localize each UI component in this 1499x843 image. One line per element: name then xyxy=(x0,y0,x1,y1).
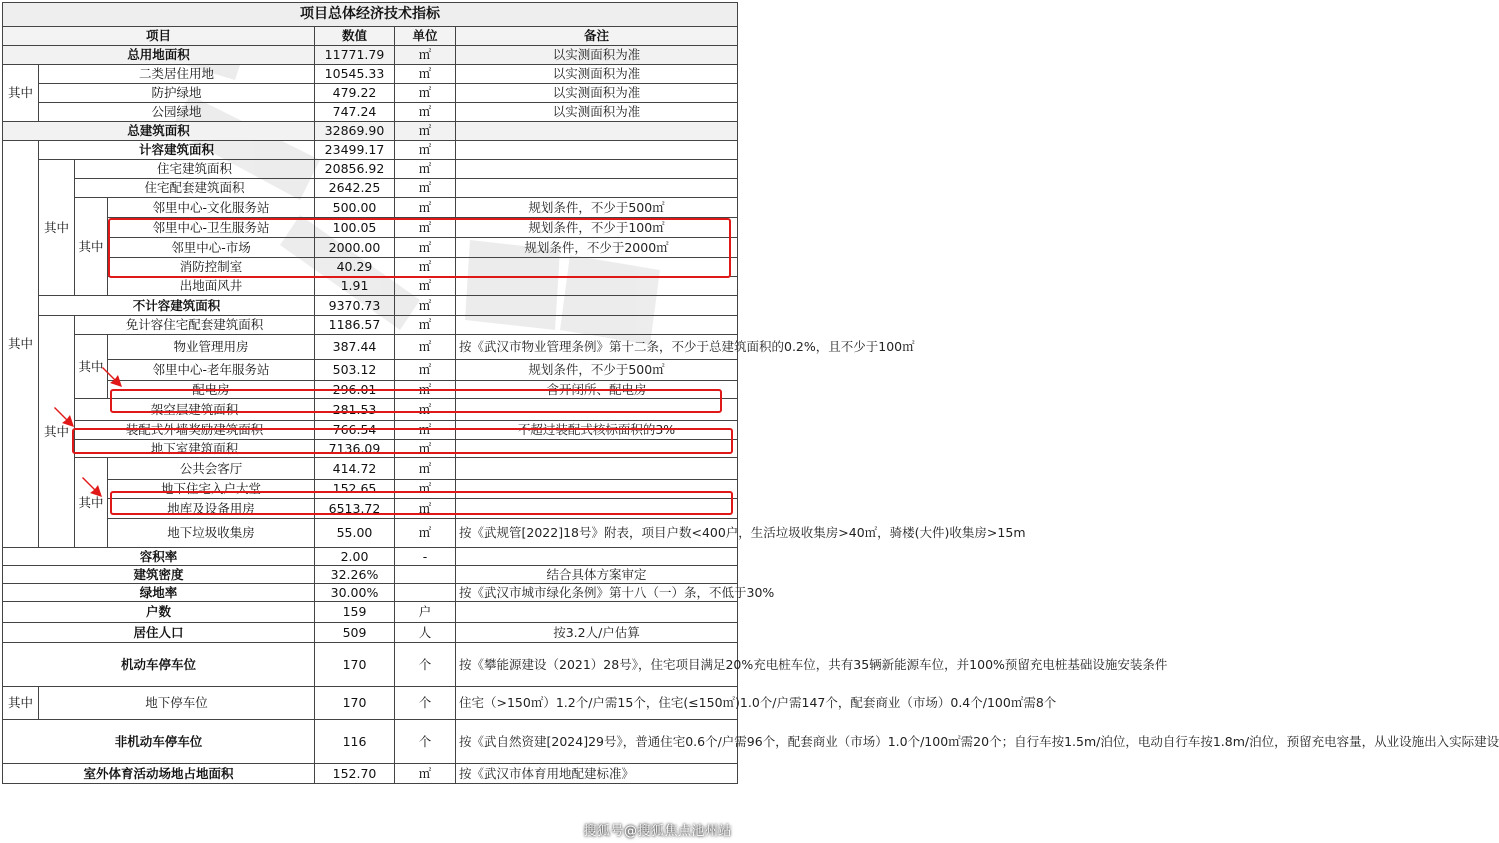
row-name: 计容建筑面积 xyxy=(39,141,315,160)
row-name: 地下住宅入户大堂 xyxy=(108,480,315,499)
row-note: 按《武自然资建[2024]29号》，普通住宅0.6个/户需96个，配套商业（市场）1.0个/100㎡需20个；自行车按1.5m/泊位，电动自行车按1.8m/泊位，预留充电容量，从业设施出入实际建设 xyxy=(456,720,738,764)
row-name: 消防控制室 xyxy=(108,258,315,277)
row-unit: ㎡ xyxy=(395,480,456,499)
row-value: 281.53 xyxy=(315,399,395,421)
row-value: 766.54 xyxy=(315,421,395,440)
row-name: 居住人口 xyxy=(3,623,315,643)
row-unit: 个 xyxy=(395,643,456,687)
group-label: 其中 xyxy=(39,160,75,296)
highlight-box-neighborhood-center xyxy=(108,218,731,278)
row-note: 按3.2人/户估算 xyxy=(456,623,738,643)
row-note xyxy=(456,141,738,160)
row-note: 按《武规管[2022]18号》附表，项目户数<400户，生活垃圾收集房>40㎡，骑楼(大件)收集房>15m xyxy=(456,519,738,548)
row-unit: ㎡ xyxy=(395,122,456,141)
highlight-box-public-lounge xyxy=(110,491,733,515)
row-value: 747.24 xyxy=(315,103,395,122)
row-name: 机动车停车位 xyxy=(3,643,315,687)
row-value: 6513.72 xyxy=(315,499,395,519)
row-name: 住宅建筑面积 xyxy=(75,160,315,179)
header-item: 项目 xyxy=(3,27,315,46)
row-note xyxy=(456,316,738,335)
row-note xyxy=(456,602,738,623)
row-value: 1.91 xyxy=(315,277,395,296)
row-note: 规划条件，不少于100㎡ xyxy=(456,218,738,238)
row-value: 2.00 xyxy=(315,548,395,566)
row-note xyxy=(456,179,738,198)
row-unit: ㎡ xyxy=(395,381,456,399)
row-note xyxy=(456,160,738,179)
group-label: 其中 xyxy=(39,316,75,548)
row-value: 170 xyxy=(315,643,395,687)
table-title: 项目总体经济技术指标 xyxy=(3,3,738,27)
row-name: 地下停车位 xyxy=(39,687,315,720)
row-unit: ㎡ xyxy=(395,141,456,160)
red-arrow-icon xyxy=(80,474,106,500)
row-value: 116 xyxy=(315,720,395,764)
row-note: 结合具体方案审定 xyxy=(456,566,738,584)
row-name: 邻里中心-老年服务站 xyxy=(108,360,315,381)
row-unit: 个 xyxy=(395,720,456,764)
row-value: 20856.92 xyxy=(315,160,395,179)
row-note: 住宅（>150㎡）1.2个/户需15个，住宅(≤150㎡)1.0个/户需147个，配套商业（市场）0.4个/100㎡需8个 xyxy=(456,687,738,720)
row-unit: ㎡ xyxy=(395,440,456,458)
row-value: 40.29 xyxy=(315,258,395,277)
row-unit: 户 xyxy=(395,602,456,623)
row-value: 500.00 xyxy=(315,198,395,218)
row-unit: ㎡ xyxy=(395,499,456,519)
row-note xyxy=(456,296,738,316)
row-unit: 人 xyxy=(395,623,456,643)
row-name: 邻里中心-文化服务站 xyxy=(108,198,315,218)
row-note: 以实测面积为准 xyxy=(456,103,738,122)
row-note: 按《武汉市体育用地配建标准》 xyxy=(456,764,738,784)
row-name: 室外体育活动场地占地面积 xyxy=(3,764,315,784)
row-value: 1186.57 xyxy=(315,316,395,335)
row-note: 按《武汉市城市绿化条例》第十八（一）条，不低于30% xyxy=(456,584,738,602)
row-note xyxy=(456,458,738,480)
row-name: 配电房 xyxy=(108,381,315,399)
row-note: 规划条件，不少于2000㎡ xyxy=(456,238,738,258)
row-note: 含开闭所、配电房 xyxy=(456,381,738,399)
header-unit: 单位 xyxy=(395,27,456,46)
row-unit: ㎡ xyxy=(395,421,456,440)
watermark-text: 搜狐号@搜狐焦点池州站 xyxy=(583,824,732,839)
row-note: 按《攀能源建设（2021）28号》，住宅项目满足20%充电桩车位，共有35辆新能源车位，并100%预留充电桩基础设施安装条件 xyxy=(456,643,738,687)
row-value: 32.26% xyxy=(315,566,395,584)
row-name: 地库及设备用房 xyxy=(108,499,315,519)
row-unit: ㎡ xyxy=(395,160,456,179)
row-value: 503.12 xyxy=(315,360,395,381)
row-value: 23499.17 xyxy=(315,141,395,160)
row-name: 住宅配套建筑面积 xyxy=(75,179,315,198)
row-unit: ㎡ xyxy=(395,360,456,381)
row-value: 30.00% xyxy=(315,584,395,602)
row-unit: ㎡ xyxy=(395,198,456,218)
red-arrow-icon xyxy=(100,364,126,390)
row-name: 建筑密度 xyxy=(3,566,315,584)
row-unit: ㎡ xyxy=(395,764,456,784)
row-unit: ㎡ xyxy=(395,218,456,238)
row-name: 户数 xyxy=(3,602,315,623)
row-name: 二类居住用地 xyxy=(39,65,315,84)
row-unit: ㎡ xyxy=(395,335,456,360)
red-arrow-icon xyxy=(52,404,78,430)
row-note xyxy=(456,122,738,141)
row-name: 出地面风井 xyxy=(108,277,315,296)
row-unit: ㎡ xyxy=(395,65,456,84)
row-name: 邻里中心-市场 xyxy=(108,238,315,258)
row-name: 总用地面积 xyxy=(3,46,315,65)
highlight-box-stilt-floor xyxy=(72,428,733,454)
row-value: 387.44 xyxy=(315,335,395,360)
row-unit: ㎡ xyxy=(395,519,456,548)
highlight-box-elderly-service xyxy=(110,389,722,413)
row-note: 不超过装配式核标面积的3% xyxy=(456,421,738,440)
row-name: 物业管理用房 xyxy=(108,335,315,360)
row-unit: ㎡ xyxy=(395,46,456,65)
row-value: 9370.73 xyxy=(315,296,395,316)
row-unit: ㎡ xyxy=(395,277,456,296)
row-unit: - xyxy=(395,548,456,566)
row-value: 159 xyxy=(315,602,395,623)
row-value: 509 xyxy=(315,623,395,643)
row-unit xyxy=(395,566,456,584)
row-value: 32869.90 xyxy=(315,122,395,141)
row-name: 公园绿地 xyxy=(39,103,315,122)
row-name: 地下室建筑面积 xyxy=(75,440,315,458)
row-unit: ㎡ xyxy=(395,399,456,421)
row-name: 绿地率 xyxy=(3,584,315,602)
row-unit: 个 xyxy=(395,687,456,720)
row-note xyxy=(456,277,738,296)
row-value: 296.01 xyxy=(315,381,395,399)
row-value: 100.05 xyxy=(315,218,395,238)
row-value: 11771.79 xyxy=(315,46,395,65)
row-name: 邻里中心-卫生服务站 xyxy=(108,218,315,238)
row-unit: ㎡ xyxy=(395,103,456,122)
row-note: 以实测面积为准 xyxy=(456,46,738,65)
row-name: 不计容建筑面积 xyxy=(39,296,315,316)
row-name: 非机动车停车位 xyxy=(3,720,315,764)
row-name: 架空层建筑面积 xyxy=(75,399,315,421)
row-name: 防护绿地 xyxy=(39,84,315,103)
row-note: 以实测面积为准 xyxy=(456,84,738,103)
group-label: 其中 xyxy=(3,141,39,548)
row-unit: ㎡ xyxy=(395,316,456,335)
group-label: 其中 xyxy=(75,335,108,399)
row-unit: ㎡ xyxy=(395,296,456,316)
row-unit: ㎡ xyxy=(395,258,456,277)
header-value: 数值 xyxy=(315,27,395,46)
group-label: 其中 xyxy=(3,65,39,122)
row-value: 479.22 xyxy=(315,84,395,103)
group-label: 其中 xyxy=(75,458,108,548)
row-unit xyxy=(395,584,456,602)
row-value: 7136.09 xyxy=(315,440,395,458)
row-value: 152.65 xyxy=(315,480,395,499)
row-unit: ㎡ xyxy=(395,179,456,198)
row-name: 地下垃圾收集房 xyxy=(108,519,315,548)
header-note: 备注 xyxy=(456,27,738,46)
row-name: 总建筑面积 xyxy=(3,122,315,141)
row-value: 2642.25 xyxy=(315,179,395,198)
row-value: 2000.00 xyxy=(315,238,395,258)
row-value: 152.70 xyxy=(315,764,395,784)
row-name: 容积率 xyxy=(3,548,315,566)
row-unit: ㎡ xyxy=(395,458,456,480)
group-label: 其中 xyxy=(75,198,108,296)
row-name: 公共会客厅 xyxy=(108,458,315,480)
row-name: 免计容住宅配套建筑面积 xyxy=(75,316,315,335)
row-value: 10545.33 xyxy=(315,65,395,84)
group-label: 其中 xyxy=(3,687,39,720)
row-value: 170 xyxy=(315,687,395,720)
row-value: 55.00 xyxy=(315,519,395,548)
row-unit: ㎡ xyxy=(395,84,456,103)
row-note: 按《武汉市物业管理条例》第十二条，不少于总建筑面积的0.2%，且不少于100㎡ xyxy=(456,335,738,360)
row-note: 规划条件，不少于500㎡ xyxy=(456,198,738,218)
row-note: 以实测面积为准 xyxy=(456,65,738,84)
row-note: 规划条件，不少于500㎡ xyxy=(456,360,738,381)
row-note xyxy=(456,548,738,566)
row-name: 装配式外墙奖励建筑面积 xyxy=(75,421,315,440)
row-value: 414.72 xyxy=(315,458,395,480)
row-unit: ㎡ xyxy=(395,238,456,258)
